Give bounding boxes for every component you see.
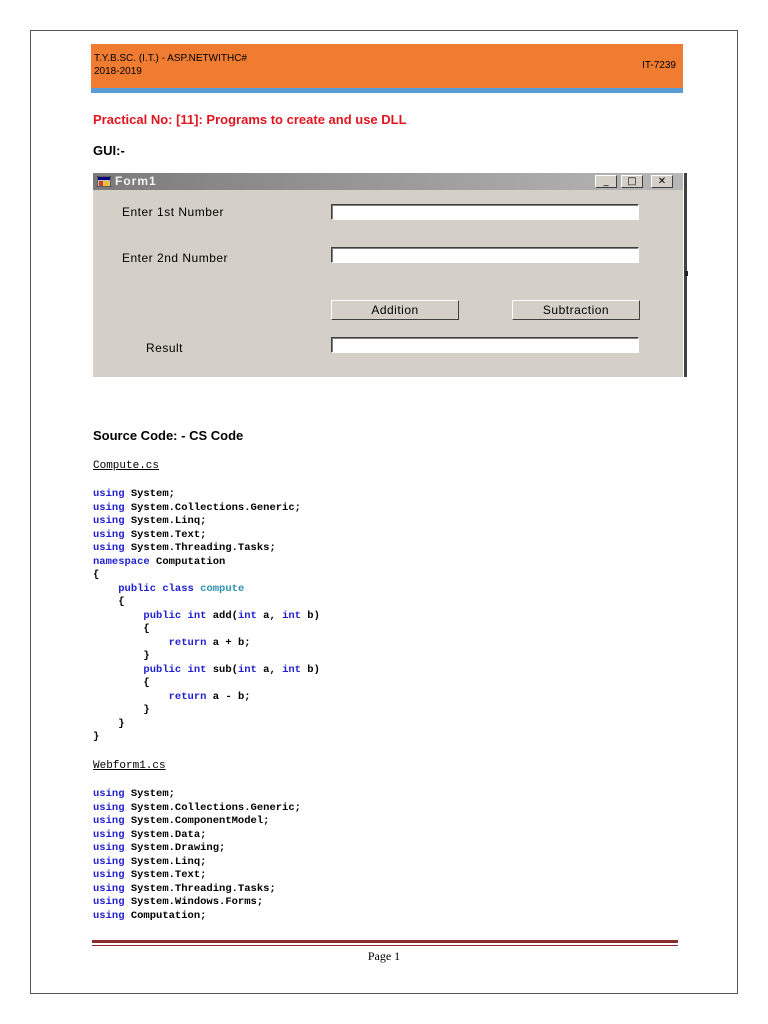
- code-line: public int sub(int a, int b): [143, 663, 320, 676]
- source-code-heading: Source Code: - CS Code: [93, 428, 244, 443]
- form-window: [93, 173, 683, 377]
- result-input[interactable]: [331, 337, 639, 353]
- webform1-cs-filename: Webform1.cs: [93, 760, 166, 772]
- webform1-cs-code: [93, 788, 301, 923]
- code-line: }: [93, 717, 125, 730]
- close-button[interactable]: ✕: [651, 175, 673, 188]
- code-line: using System.Collections.Generic;: [93, 501, 301, 514]
- code-line: using System.ComponentModel;: [93, 815, 270, 827]
- minimize-button[interactable]: _: [595, 175, 617, 188]
- code-line: using Computation;: [93, 909, 207, 922]
- footer-rule: [92, 940, 678, 943]
- code-line: using System;: [93, 488, 175, 500]
- second-number-input[interactable]: [331, 247, 639, 263]
- maximize-button[interactable]: □: [621, 175, 643, 188]
- page-number: Page 1: [367, 949, 401, 963]
- form-title: Form1: [115, 174, 157, 188]
- code-line: using System.Data;: [93, 828, 207, 841]
- first-number-label: Enter 1st Number: [122, 205, 225, 219]
- compute-cs-filename: Compute.cs: [93, 460, 160, 472]
- code-line: using System;: [93, 788, 175, 800]
- first-number-input[interactable]: [331, 204, 639, 220]
- app-icon: [97, 176, 111, 187]
- code-line: return a + b;: [168, 636, 251, 649]
- header-accent-line: [91, 88, 683, 93]
- code-line: public class compute: [118, 582, 245, 595]
- code-line: }: [93, 731, 100, 743]
- code-line: }: [93, 650, 150, 662]
- compute-cs-code: [93, 488, 320, 745]
- subtraction-button[interactable]: Subtraction: [512, 300, 640, 320]
- header-id: IT-7239: [642, 60, 676, 71]
- header-year: 2018-2019: [94, 66, 142, 77]
- addition-button[interactable]: Addition: [331, 300, 459, 320]
- code-line: using System.Collections.Generic;: [93, 801, 301, 814]
- code-line: {: [93, 596, 125, 608]
- code-line: using System.Windows.Forms;: [93, 896, 264, 908]
- practical-title: Practical No: [11]: Programs to create and use DLL: [93, 112, 407, 127]
- code-line: using System.Text;: [93, 869, 207, 881]
- code-line: {: [93, 569, 100, 581]
- code-line: {: [93, 677, 150, 689]
- code-line: using System.Linq;: [93, 855, 207, 868]
- gui-label: GUI:-: [93, 143, 125, 158]
- form-titlebar[interactable]: [93, 173, 683, 190]
- code-line: using System.Drawing;: [93, 842, 226, 854]
- code-line: namespace Computation: [93, 555, 226, 568]
- code-line: using System.Threading.Tasks;: [93, 542, 276, 554]
- second-number-label: Enter 2nd Number: [122, 251, 229, 265]
- code-line: using System.Text;: [93, 528, 207, 541]
- code-line: {: [93, 623, 150, 635]
- header-course-title: T.Y.B.SC. (I.T.) - ASP.NETWITHC#: [94, 53, 247, 64]
- code-line: using System.Threading.Tasks;: [93, 882, 276, 895]
- header-course: [94, 52, 247, 78]
- code-line: return a - b;: [168, 690, 251, 703]
- result-label: Result: [146, 341, 184, 355]
- footer-rule-thin: [92, 945, 678, 946]
- form-window-edge-mark: [685, 271, 688, 276]
- code-line: }: [93, 704, 150, 716]
- code-line: public int add(int a, int b): [143, 609, 320, 622]
- code-line: using System.Linq;: [93, 515, 207, 527]
